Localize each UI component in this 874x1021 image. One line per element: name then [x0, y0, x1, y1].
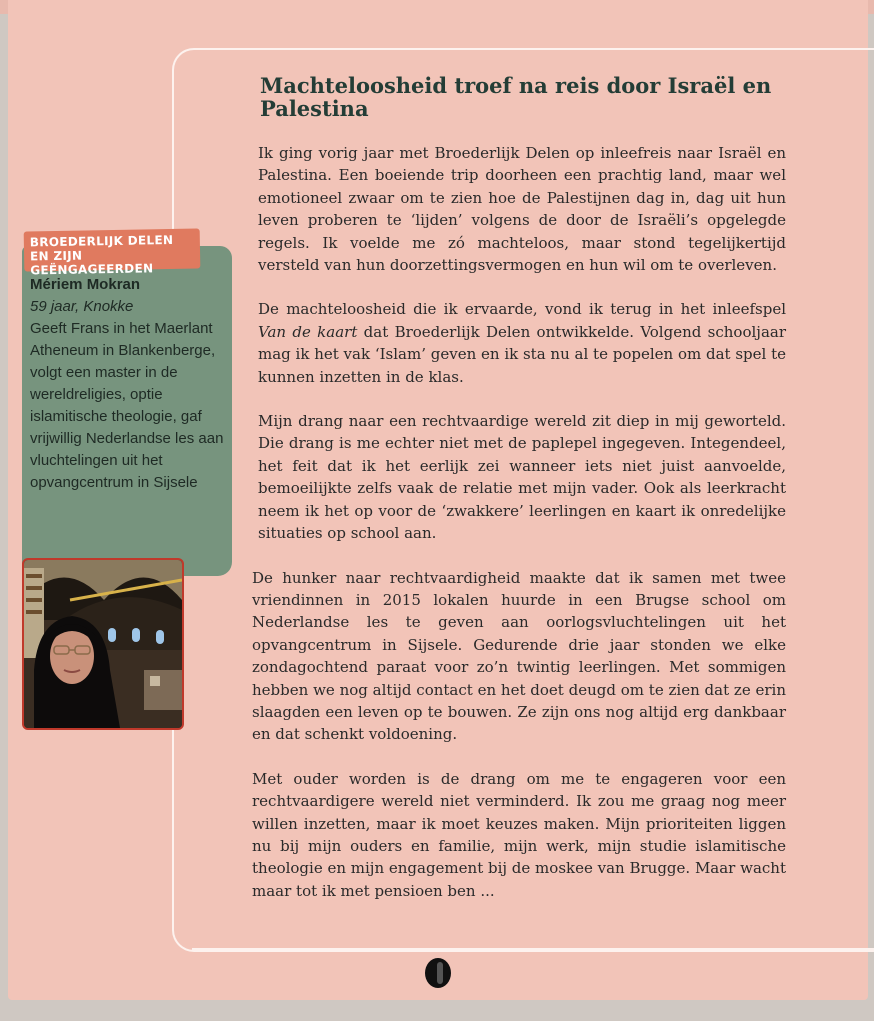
profile-bio: Geeft Frans in het Maerlant Atheneum in Blankenberge, volgt een master in de wereldreligies, optie islamitische theologie, gaf vrijwillig Nederlandse les aan vluchtelingen uit het opvangcentrum in Sijsele [30, 320, 224, 491]
profile-photo [22, 558, 184, 730]
paragraph-1: Ik ging vorig jaar met Broederlijk Delen op inleefreis naar Israël en Palestina. Een boeiende trip doorheen een prachtig land, maar wel emotioneel zwaar om te zien hoe de Palestijnen dag in, dag uit hun leven proberen te ‘lijden’ volgens de door de Israëli’s opgelegde regels. Ik voelde me zó machteloos, maar stond tegelijkertijd versteld van hun doorzettingsvermogen en hun wil om te overleven. [258, 144, 786, 275]
game-title: Van de kaart [258, 322, 358, 341]
profile-name: Mériem Mokran [30, 276, 141, 293]
binding-ring-highlight [437, 962, 443, 984]
article-body [252, 142, 786, 924]
paragraph-3: Mijn drang naar een rechtvaardige wereld zit diep in mij geworteld. Die drang is me echter niet met de paplepel ingegeven. Integendeel, het feit dat ik het eerlijk zei wanneer iets niet juist aanvoelde, bemoeilijkte zelfs vaak de relatie met mijn vader. Ook als leerkracht neem ik het op voor de ‘zwakkere’ leerlingen en kaart ik onredelijke situaties op school aan. [258, 412, 786, 543]
frame-divider [192, 948, 874, 950]
paragraph-4: De hunker naar rechtvaardigheid maakte dat ik samen met twee vriendinnen in 2015 lokalen huurde in een Brugse school om Nederlandse les te geven aan oorlogsvluchtelingen uit het opvangcentrum in Sijsele. Gedurende drie jaar stonden we elke zondagochtend paraat voor zo’n twintig leerlingen. Met sommigen hebben we nog altijd contact en het doet deugd om te zien dat ze erin slaagden een leven op te bouwen. Ze zijn ons nog altijd erg dankbaar en dat schenkt voldoening. [252, 568, 786, 744]
article-title: Machteloosheid troef na reis door Israël en Palestina [260, 73, 772, 121]
section-tag-line-2: EN ZIJN GEËNGAGEERDEN [29, 248, 154, 278]
section-tag [24, 228, 201, 278]
paragraph-2-start: De machteloosheid die ik ervaarde, vond ik terug in het inleefspel [258, 300, 786, 319]
profile-text [30, 274, 230, 494]
paragraph-2-end: dat Broederlijk Delen ontwikkelde. Volgend schooljaar mag ik het vak ‘Islam’ geven en ik sta nu al te popelen om dat spel te kunnen inzetten in de klas. [258, 322, 786, 386]
paragraph-2 [258, 298, 786, 388]
profile-age-location: 59 jaar, Knokke [30, 298, 134, 315]
profile-photo-image [24, 560, 182, 728]
paragraph-5: Met ouder worden is de drang om me te engageren voor een rechtvaardigere wereld niet verminderd. Ik zou me graag nog meer willen inzetten, maar ik moet keuzes maken. Mijn prioriteiten liggen nu bij mijn ouders en familie, mijn werk, mijn studie islamitische theologie en mijn engagement bij de moskee van Brugge. Maar wacht maar tot ik met pensioen ben ... [252, 769, 786, 900]
section-tag-line-1: BROEDERLIJK DELEN [29, 232, 174, 250]
